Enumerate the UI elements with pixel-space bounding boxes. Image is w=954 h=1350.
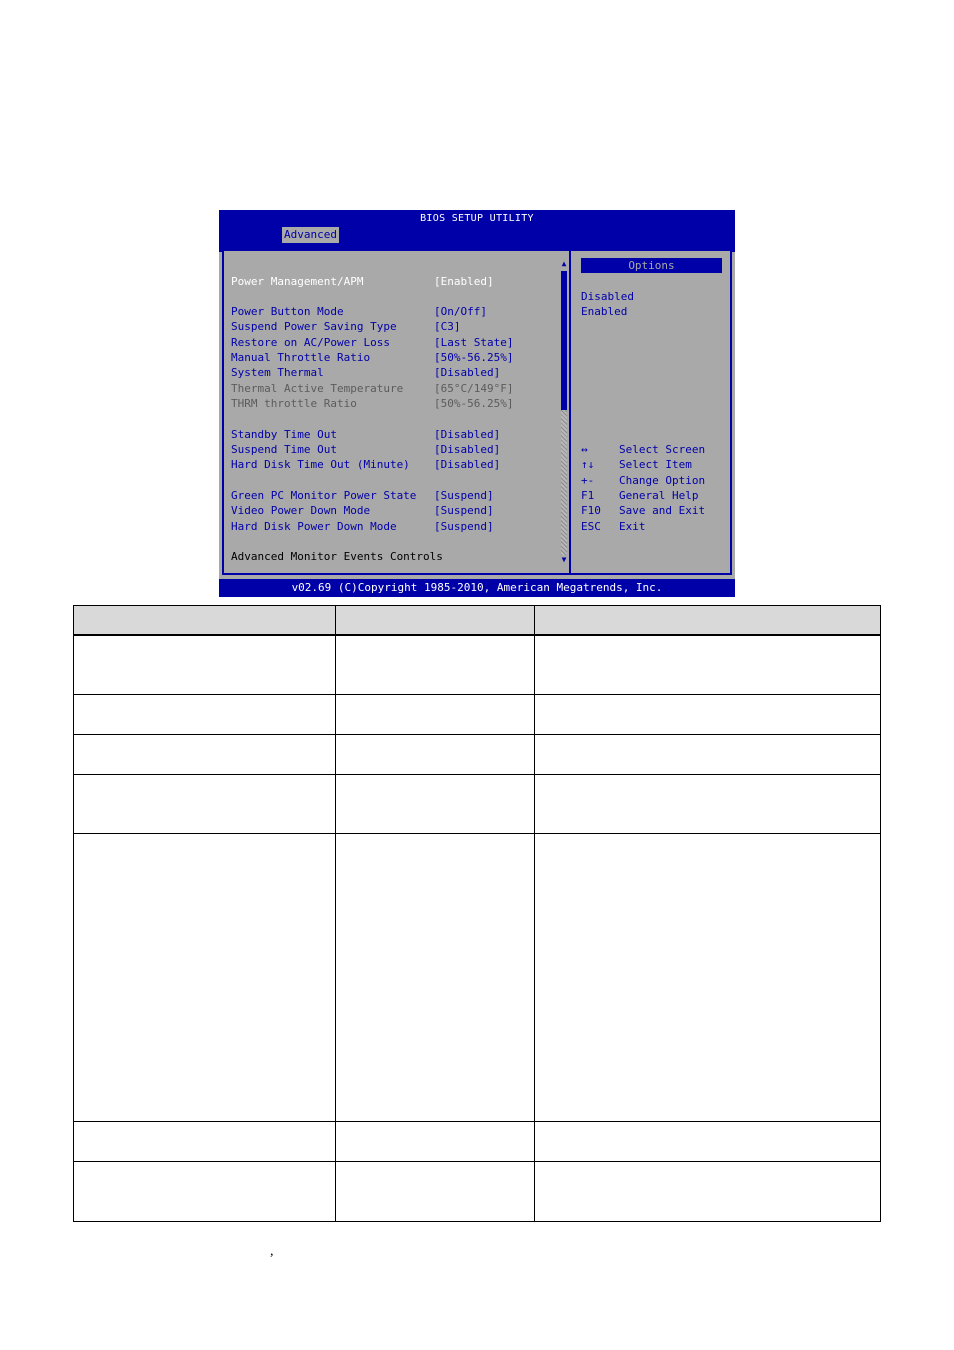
key-glyph: F1 xyxy=(581,489,595,502)
setting-label: Thermal Active Temperature xyxy=(231,382,404,395)
setting-label: Restore on AC/Power Loss xyxy=(231,336,390,349)
setting-row[interactable] xyxy=(231,335,561,350)
table-column-divider xyxy=(534,606,535,1221)
setting-row[interactable] xyxy=(231,365,561,380)
setting-label: Video Power Down Mode xyxy=(231,504,371,517)
key-description: Exit xyxy=(619,520,646,533)
setting-value: [Disabled] xyxy=(434,443,501,456)
tab-advanced[interactable]: Advanced xyxy=(284,228,337,241)
table-row-divider xyxy=(74,774,880,775)
setting-row[interactable] xyxy=(231,350,561,365)
options-header: Options xyxy=(581,258,722,273)
setting-value: [65°C/149°F] xyxy=(434,382,514,395)
setting-row[interactable] xyxy=(231,488,561,503)
key-glyph: ESC xyxy=(581,520,601,533)
setting-value: [Suspend] xyxy=(434,489,494,502)
setting-label: Power Management/APM xyxy=(231,275,364,288)
setting-label: Power Button Mode xyxy=(231,305,344,318)
setting-row[interactable] xyxy=(231,274,561,289)
setting-label: Manual Throttle Ratio xyxy=(231,351,371,364)
key-description: General Help xyxy=(619,489,699,502)
key-glyph: +- xyxy=(581,474,595,487)
table-header-row xyxy=(74,606,880,636)
key-glyph: ↔ xyxy=(581,443,588,456)
panel-divider xyxy=(569,249,571,575)
setting-row[interactable] xyxy=(231,503,561,518)
setting-label: System Thermal xyxy=(231,366,324,379)
setting-value: [50%-56.25%] xyxy=(434,397,514,410)
key-glyph: ↑↓ xyxy=(581,458,595,471)
key-description: Change Option xyxy=(619,474,706,487)
setting-value: [C3] xyxy=(434,320,461,333)
table-row-divider xyxy=(74,1121,880,1122)
setting-value: [Disabled] xyxy=(434,428,501,441)
setting-value: [50%-56.25%] xyxy=(434,351,514,364)
setting-label: THRM throttle Ratio xyxy=(231,397,357,410)
table-column-divider xyxy=(335,606,336,1221)
setting-label: Suspend Power Saving Type xyxy=(231,320,397,333)
settings-scrollbar[interactable] xyxy=(560,259,568,564)
setting-label: Standby Time Out xyxy=(231,428,337,441)
setting-label: Hard Disk Time Out (Minute) xyxy=(231,458,410,471)
setting-value: [On/Off] xyxy=(434,305,487,318)
setting-value: [Suspend] xyxy=(434,504,494,517)
scroll-up-icon[interactable]: ▲ xyxy=(561,259,567,268)
setting-row[interactable] xyxy=(231,304,561,319)
bios-setup-window xyxy=(219,210,735,597)
setting-row xyxy=(231,396,561,411)
setting-row[interactable] xyxy=(231,519,561,534)
copyright-footer: v02.69 (C)Copyright 1985-2010, American Megatrends, Inc. xyxy=(219,579,735,597)
table-row-divider xyxy=(74,694,880,695)
table-row-divider xyxy=(74,734,880,735)
setting-label: Advanced Monitor Events Controls xyxy=(231,550,443,563)
key-description: Select Item xyxy=(619,458,692,471)
setting-value: [Disabled] xyxy=(434,458,501,471)
bios-title-bar: BIOS SETUP UTILITY xyxy=(219,210,735,228)
setting-value: [Disabled] xyxy=(434,366,501,379)
table-row-divider xyxy=(74,833,880,834)
setting-row[interactable] xyxy=(231,319,561,334)
setting-row[interactable] xyxy=(231,442,561,457)
setting-value: [Last State] xyxy=(434,336,514,349)
setting-label: Green PC Monitor Power State xyxy=(231,489,417,502)
settings-description-table xyxy=(73,605,881,1222)
key-description: Save and Exit xyxy=(619,504,706,517)
setting-row[interactable] xyxy=(231,427,561,442)
option-enabled: Enabled xyxy=(581,305,628,318)
setting-row[interactable] xyxy=(231,457,561,472)
setting-row xyxy=(231,381,561,396)
option-disabled: Disabled xyxy=(581,290,634,303)
setting-row[interactable] xyxy=(231,549,561,564)
scroll-thumb[interactable] xyxy=(561,271,567,410)
scroll-down-icon[interactable]: ▼ xyxy=(561,555,567,564)
stray-comma: , xyxy=(270,1244,274,1259)
setting-value: [Suspend] xyxy=(434,520,494,533)
setting-label: Suspend Time Out xyxy=(231,443,337,456)
setting-label: Hard Disk Power Down Mode xyxy=(231,520,397,533)
key-description: Select Screen xyxy=(619,443,706,456)
key-glyph: F10 xyxy=(581,504,601,517)
table-row-divider xyxy=(74,1161,880,1162)
setting-value: [Enabled] xyxy=(434,275,494,288)
